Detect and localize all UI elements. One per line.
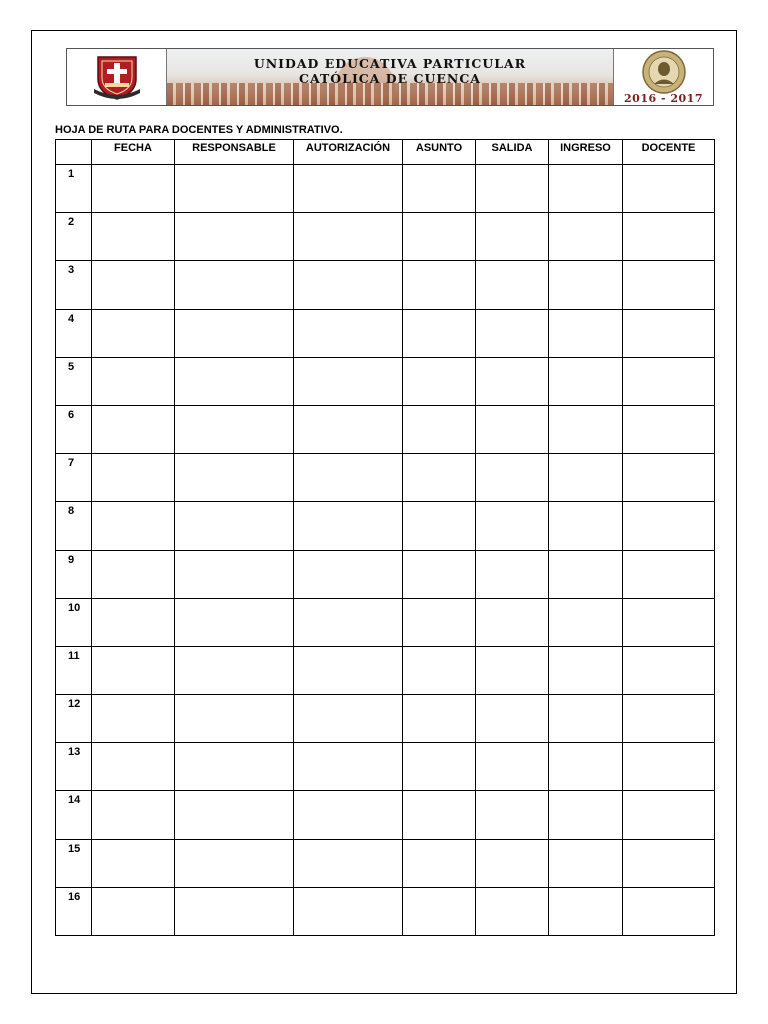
table-cell[interactable] xyxy=(175,454,294,502)
table-cell[interactable] xyxy=(549,261,623,309)
table-cell[interactable] xyxy=(403,405,476,453)
table-cell[interactable] xyxy=(175,550,294,598)
table-cell[interactable] xyxy=(294,502,403,550)
column-header: RESPONSABLE xyxy=(175,140,294,165)
table-cell[interactable] xyxy=(92,646,175,694)
table-row xyxy=(56,550,715,598)
table-row xyxy=(56,743,715,791)
table-row xyxy=(56,213,715,261)
school-years: 2016 - 2017 xyxy=(624,92,703,105)
table-cell[interactable] xyxy=(92,357,175,405)
column-header: DOCENTE xyxy=(623,140,715,165)
table-cell[interactable] xyxy=(549,502,623,550)
table-cell[interactable] xyxy=(476,550,549,598)
table-cell[interactable] xyxy=(294,598,403,646)
row-number: 9 xyxy=(56,550,92,598)
document-title: HOJA DE RUTA PARA DOCENTES Y ADMINISTRATIVO. xyxy=(55,124,343,136)
table-cell[interactable] xyxy=(92,405,175,453)
table-cell[interactable] xyxy=(92,502,175,550)
table-cell[interactable] xyxy=(403,357,476,405)
table-cell[interactable] xyxy=(294,887,403,935)
table-cell[interactable] xyxy=(476,646,549,694)
table-cell[interactable] xyxy=(403,454,476,502)
table-cell[interactable] xyxy=(92,743,175,791)
table-cell[interactable] xyxy=(623,213,715,261)
table-cell[interactable] xyxy=(294,454,403,502)
table-row xyxy=(56,791,715,839)
school-name-line1: UNIDAD EDUCATIVA PARTICULAR xyxy=(253,56,527,71)
table-cell[interactable] xyxy=(476,309,549,357)
table-cell[interactable] xyxy=(623,791,715,839)
table-cell[interactable] xyxy=(92,839,175,887)
row-number: 12 xyxy=(56,695,92,743)
table-row xyxy=(56,165,715,213)
table-cell[interactable] xyxy=(175,598,294,646)
table-cell[interactable] xyxy=(175,405,294,453)
header-banner xyxy=(66,48,714,106)
table-cell[interactable] xyxy=(623,454,715,502)
table-cell[interactable] xyxy=(92,550,175,598)
table-cell[interactable] xyxy=(476,502,549,550)
table-cell[interactable] xyxy=(403,309,476,357)
table-cell[interactable] xyxy=(476,165,549,213)
table-cell[interactable] xyxy=(403,887,476,935)
table-cell[interactable] xyxy=(294,791,403,839)
table-cell[interactable] xyxy=(623,598,715,646)
row-number: 4 xyxy=(56,309,92,357)
table-body xyxy=(56,165,715,936)
table-cell[interactable] xyxy=(175,213,294,261)
column-header: SALIDA xyxy=(476,140,549,165)
row-number: 13 xyxy=(56,743,92,791)
table-cell[interactable] xyxy=(294,261,403,309)
table-row xyxy=(56,887,715,935)
table-cell[interactable] xyxy=(92,887,175,935)
table-cell[interactable] xyxy=(403,261,476,309)
table-row xyxy=(56,309,715,357)
table-row xyxy=(56,502,715,550)
table-cell[interactable] xyxy=(403,598,476,646)
school-name-line2: CATÓLICA DE CUENCA xyxy=(299,71,481,86)
table-cell[interactable] xyxy=(92,165,175,213)
table-cell[interactable] xyxy=(403,695,476,743)
school-crest-icon xyxy=(92,53,142,101)
table-cell[interactable] xyxy=(92,695,175,743)
table-cell[interactable] xyxy=(294,213,403,261)
table-cell[interactable] xyxy=(623,646,715,694)
table-cell[interactable] xyxy=(476,887,549,935)
row-number: 1 xyxy=(56,165,92,213)
table-cell[interactable] xyxy=(623,839,715,887)
column-header xyxy=(56,140,92,165)
row-number: 3 xyxy=(56,261,92,309)
row-number: 11 xyxy=(56,646,92,694)
row-number: 2 xyxy=(56,213,92,261)
row-number: 15 xyxy=(56,839,92,887)
table-cell[interactable] xyxy=(175,695,294,743)
column-header: INGRESO xyxy=(549,140,623,165)
row-number: 8 xyxy=(56,502,92,550)
table-cell[interactable] xyxy=(623,743,715,791)
table-cell[interactable] xyxy=(549,213,623,261)
table-cell[interactable] xyxy=(549,646,623,694)
table-cell[interactable] xyxy=(92,213,175,261)
table-cell[interactable] xyxy=(175,165,294,213)
table-cell[interactable] xyxy=(476,791,549,839)
row-number: 5 xyxy=(56,357,92,405)
column-header: FECHA xyxy=(92,140,175,165)
table-cell[interactable] xyxy=(549,887,623,935)
row-number: 16 xyxy=(56,887,92,935)
table-cell[interactable] xyxy=(294,405,403,453)
school-building-photo xyxy=(167,49,613,105)
school-name xyxy=(167,56,613,86)
table-cell[interactable] xyxy=(476,454,549,502)
table-cell[interactable] xyxy=(549,357,623,405)
table-cell[interactable] xyxy=(175,646,294,694)
row-number: 6 xyxy=(56,405,92,453)
table-cell[interactable] xyxy=(476,261,549,309)
table-cell[interactable] xyxy=(175,791,294,839)
crest-container xyxy=(67,49,167,105)
table-cell[interactable] xyxy=(549,695,623,743)
table-cell[interactable] xyxy=(549,454,623,502)
table-cell[interactable] xyxy=(476,695,549,743)
table-cell[interactable] xyxy=(403,646,476,694)
table-cell[interactable] xyxy=(294,309,403,357)
row-number: 7 xyxy=(56,454,92,502)
table-cell[interactable] xyxy=(92,454,175,502)
table-cell[interactable] xyxy=(294,357,403,405)
table-cell[interactable] xyxy=(175,261,294,309)
table-cell[interactable] xyxy=(403,791,476,839)
table-cell[interactable] xyxy=(476,213,549,261)
table-row xyxy=(56,405,715,453)
table-cell[interactable] xyxy=(549,839,623,887)
column-header: ASUNTO xyxy=(403,140,476,165)
route-table xyxy=(55,139,715,936)
table-header-row xyxy=(56,140,715,165)
table-cell[interactable] xyxy=(294,550,403,598)
table-cell[interactable] xyxy=(476,405,549,453)
table-cell[interactable] xyxy=(294,646,403,694)
table-cell[interactable] xyxy=(403,839,476,887)
table-cell[interactable] xyxy=(623,502,715,550)
table-cell[interactable] xyxy=(476,357,549,405)
table-cell[interactable] xyxy=(92,791,175,839)
table-cell[interactable] xyxy=(623,357,715,405)
table-cell[interactable] xyxy=(403,502,476,550)
table-cell[interactable] xyxy=(403,165,476,213)
table-row xyxy=(56,261,715,309)
table-cell[interactable] xyxy=(175,743,294,791)
table-cell[interactable] xyxy=(294,839,403,887)
table-cell[interactable] xyxy=(623,165,715,213)
table-cell[interactable] xyxy=(92,309,175,357)
column-header: AUTORIZACIÓN xyxy=(294,140,403,165)
table-row xyxy=(56,454,715,502)
row-number: 10 xyxy=(56,598,92,646)
table-cell[interactable] xyxy=(623,261,715,309)
photo-building-facade xyxy=(167,83,613,105)
table-cell[interactable] xyxy=(549,550,623,598)
seal-container xyxy=(613,49,713,105)
table-cell[interactable] xyxy=(175,502,294,550)
table-cell[interactable] xyxy=(92,598,175,646)
table-cell[interactable] xyxy=(175,887,294,935)
table-row xyxy=(56,357,715,405)
table-cell[interactable] xyxy=(549,791,623,839)
table-cell[interactable] xyxy=(175,357,294,405)
row-number: 14 xyxy=(56,791,92,839)
table-cell[interactable] xyxy=(403,550,476,598)
table-cell[interactable] xyxy=(623,405,715,453)
table-row xyxy=(56,646,715,694)
anniversary-seal-icon xyxy=(624,49,704,95)
table-cell[interactable] xyxy=(294,743,403,791)
table-row xyxy=(56,695,715,743)
table-cell[interactable] xyxy=(623,695,715,743)
table-cell[interactable] xyxy=(623,309,715,357)
table-cell[interactable] xyxy=(623,887,715,935)
table-cell[interactable] xyxy=(476,598,549,646)
table-cell[interactable] xyxy=(476,743,549,791)
table-row xyxy=(56,598,715,646)
table-cell[interactable] xyxy=(175,839,294,887)
table-cell[interactable] xyxy=(549,743,623,791)
table-cell[interactable] xyxy=(549,598,623,646)
table-cell[interactable] xyxy=(476,839,549,887)
table-cell[interactable] xyxy=(175,309,294,357)
table-cell[interactable] xyxy=(549,405,623,453)
table-cell[interactable] xyxy=(549,309,623,357)
table-cell[interactable] xyxy=(92,261,175,309)
table-cell[interactable] xyxy=(403,213,476,261)
table-cell[interactable] xyxy=(549,165,623,213)
table-row xyxy=(56,839,715,887)
table-cell[interactable] xyxy=(623,550,715,598)
table-cell[interactable] xyxy=(294,695,403,743)
table-cell[interactable] xyxy=(403,743,476,791)
table-cell[interactable] xyxy=(294,165,403,213)
